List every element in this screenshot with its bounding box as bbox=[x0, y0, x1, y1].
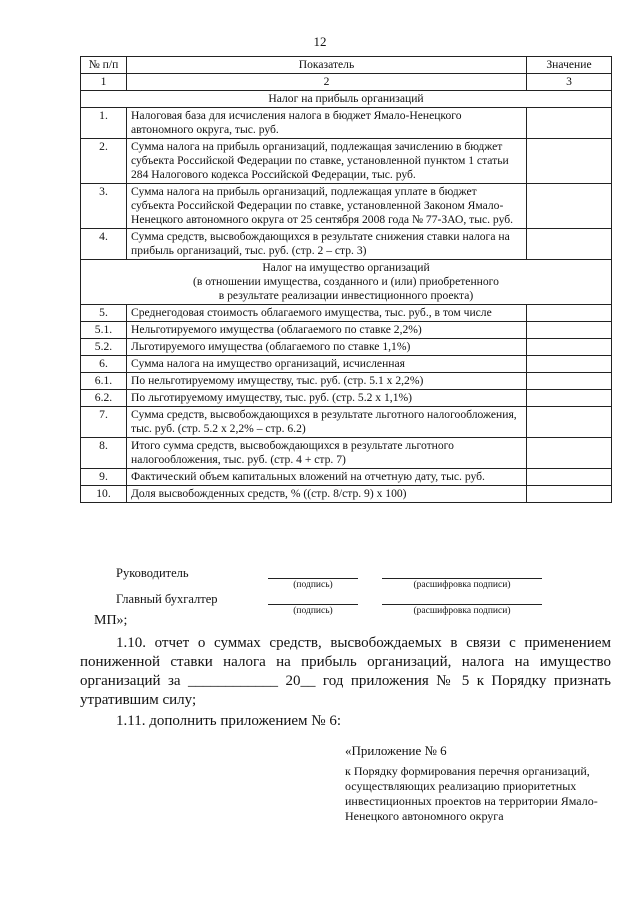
section-title-line: (в отношении имущества, созданного и (или) приобретенного bbox=[193, 275, 499, 288]
row-value-cell[interactable] bbox=[527, 322, 612, 339]
table-row bbox=[81, 438, 612, 469]
column-numbers-row bbox=[81, 74, 612, 91]
table-header-row bbox=[81, 57, 612, 74]
column-number: 1 bbox=[81, 74, 127, 91]
row-number: 5. bbox=[81, 305, 127, 322]
row-number: 5.1. bbox=[81, 322, 127, 339]
row-indicator: Итого сумма средств, высвобождающихся в результате льготного налогообложения, тыс. руб. (стр. 4 + стр. 7) bbox=[127, 438, 527, 469]
header-value: Значение bbox=[527, 57, 612, 74]
row-value-cell[interactable] bbox=[527, 184, 612, 229]
table-row bbox=[81, 356, 612, 373]
decode-caption: (расшифровка подписи) bbox=[413, 580, 511, 590]
accountant-signature-line[interactable] bbox=[268, 604, 358, 605]
row-value-cell[interactable] bbox=[527, 390, 612, 407]
header-number: № п/п bbox=[81, 57, 127, 74]
row-value-cell[interactable] bbox=[527, 469, 612, 486]
accountant-decode-line[interactable] bbox=[382, 604, 542, 605]
row-value-cell[interactable] bbox=[527, 373, 612, 390]
decode-caption: (расшифровка подписи) bbox=[413, 606, 511, 616]
row-value-cell[interactable] bbox=[527, 229, 612, 260]
row-indicator: Сумма средств, высвобождающихся в результате снижения ставки налога на прибыль организаций, тыс. руб. (стр. 2 – стр. 3) bbox=[127, 229, 527, 260]
table-row bbox=[81, 305, 612, 322]
row-number: 8. bbox=[81, 438, 127, 469]
row-indicator: Среднегодовая стоимость облагаемого имущества, тыс. руб., в том числе bbox=[127, 305, 527, 322]
table-row bbox=[81, 339, 612, 356]
accountant-label: Главный бухгалтер bbox=[116, 592, 218, 606]
section-row bbox=[81, 260, 612, 305]
row-indicator: Доля высвобожденных средств, % ((стр. 8/стр. 9) х 100) bbox=[127, 486, 527, 503]
row-number: 6. bbox=[81, 356, 127, 373]
page-number: 12 bbox=[313, 34, 327, 49]
row-number: 9. bbox=[81, 469, 127, 486]
row-number: 6.2. bbox=[81, 390, 127, 407]
column-number: 3 bbox=[527, 74, 612, 91]
table-row bbox=[81, 108, 612, 139]
row-value-cell[interactable] bbox=[527, 486, 612, 503]
appendix-subtitle: к Порядку формирования перечня организаций, осуществляющих реализацию приоритетных инвестиционных проектов на территории Ямало-Ненецкого автономного округа bbox=[345, 764, 598, 823]
paragraph-1-11: 1.11. дополнить приложением № 6: bbox=[116, 713, 342, 729]
row-number: 6.1. bbox=[81, 373, 127, 390]
row-indicator: Сумма налога на имущество организаций, исчисленная bbox=[127, 356, 527, 373]
row-indicator: Налоговая база для исчисления налога в бюджет Ямало-Ненецкого автономного округа, тыс. руб. bbox=[127, 108, 527, 139]
row-indicator: Льготируемого имущества (облагаемого по ставке 1,1%) bbox=[127, 339, 527, 356]
row-indicator: По льготируемому имуществу, тыс. руб. (стр. 5.2 х 1,1%) bbox=[127, 390, 527, 407]
row-number: 5.2. bbox=[81, 339, 127, 356]
signature-caption: (подпись) bbox=[293, 580, 333, 590]
section-row bbox=[81, 91, 612, 108]
table-row bbox=[81, 373, 612, 390]
signature-caption: (подпись) bbox=[293, 606, 333, 616]
row-indicator: Сумма средств, высвобождающихся в результате льготного налогообложения, тыс. руб. (стр. 5.2 х 2,2% – стр. 6.2) bbox=[127, 407, 527, 438]
table-row bbox=[81, 322, 612, 339]
table-row bbox=[81, 390, 612, 407]
row-indicator: Нельготируемого имущества (облагаемого по ставке 2,2%) bbox=[127, 322, 527, 339]
table-row bbox=[81, 229, 612, 260]
row-indicator: Фактический объем капитальных вложений на отчетную дату, тыс. руб. bbox=[127, 469, 527, 486]
row-number: 4. bbox=[81, 229, 127, 260]
stamp-place: МП»; bbox=[94, 613, 128, 628]
section-title-property-tax bbox=[81, 260, 612, 305]
section-title-profit-tax: Налог на прибыль организаций bbox=[81, 91, 612, 108]
column-number: 2 bbox=[127, 74, 527, 91]
header-indicator: Показатель bbox=[127, 57, 527, 74]
indicators-table bbox=[80, 56, 612, 503]
head-decode-line[interactable] bbox=[382, 578, 542, 579]
row-number: 10. bbox=[81, 486, 127, 503]
row-indicator: Сумма налога на прибыль организаций, подлежащая уплате в бюджет субъекта Российской Федерации по ставке, установленной Законом Ямало-Ненецкого автономного округа от 25 сентября 2008 года № 77-ЗАО, тыс. руб. bbox=[127, 184, 527, 229]
table-row bbox=[81, 486, 612, 503]
row-value-cell[interactable] bbox=[527, 339, 612, 356]
row-value-cell[interactable] bbox=[527, 305, 612, 322]
section-title-line: в результате реализации инвестиционного проекта) bbox=[218, 289, 474, 302]
appendix-title: «Приложение № 6 bbox=[345, 743, 447, 758]
row-number: 7. bbox=[81, 407, 127, 438]
row-value-cell[interactable] bbox=[527, 108, 612, 139]
row-value-cell[interactable] bbox=[527, 356, 612, 373]
table-row bbox=[81, 407, 612, 438]
row-value-cell[interactable] bbox=[527, 438, 612, 469]
row-number: 2. bbox=[81, 139, 127, 184]
paragraph-1-10: 1.10. отчет о суммах средств, высвобождаемых в связи с применением пониженной ставки налога на прибыль организаций, налога на имущество организаций за ____________ 20__ год приложения № 5 к Порядку признать утратившим силу; bbox=[80, 635, 611, 708]
row-value-cell[interactable] bbox=[527, 407, 612, 438]
head-signature-line[interactable] bbox=[268, 578, 358, 579]
row-indicator: Сумма налога на прибыль организаций, подлежащая зачислению в бюджет субъекта Российской Федерации по ставке, установленной пунктом 1 статьи 284 Налогового кодекса Российской Федерации, тыс. руб. bbox=[127, 139, 527, 184]
head-label: Руководитель bbox=[116, 566, 189, 580]
table-row bbox=[81, 184, 612, 229]
row-value-cell[interactable] bbox=[527, 139, 612, 184]
row-number: 3. bbox=[81, 184, 127, 229]
table-row bbox=[81, 469, 612, 486]
table-row bbox=[81, 139, 612, 184]
section-title-line: Налог на имущество организаций bbox=[262, 261, 430, 274]
row-indicator: По нельготируемому имуществу, тыс. руб. (стр. 5.1 х 2,2%) bbox=[127, 373, 527, 390]
row-number: 1. bbox=[81, 108, 127, 139]
